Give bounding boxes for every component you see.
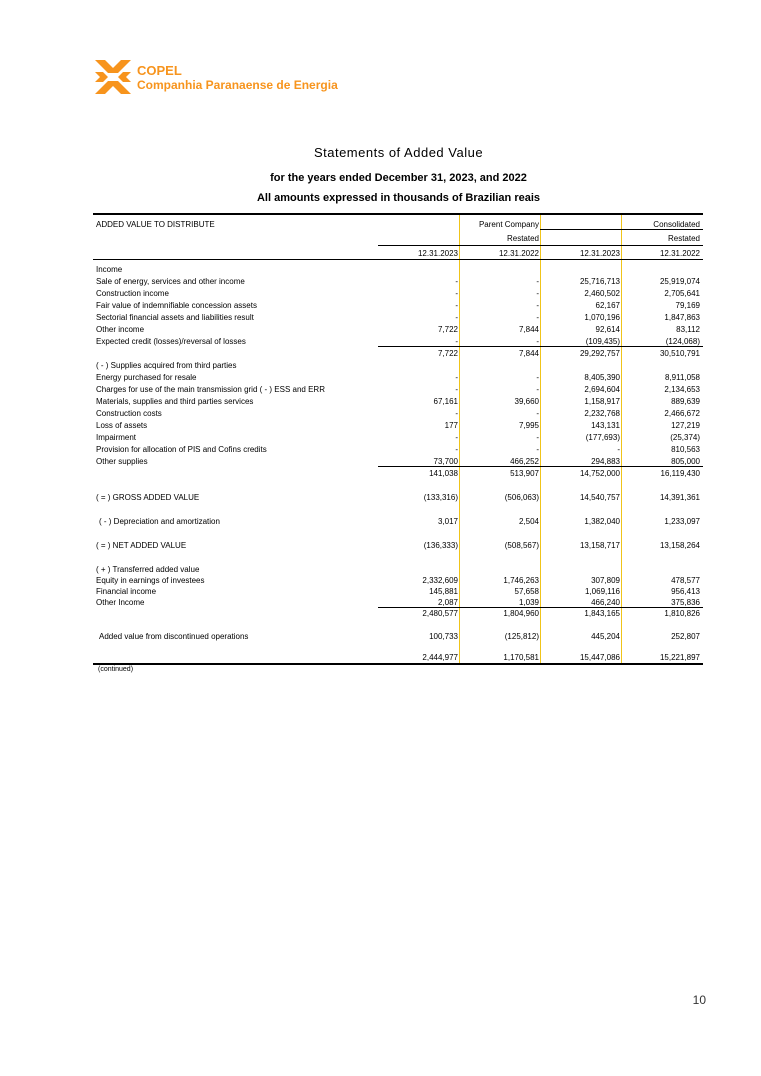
copel-logo-icon: [95, 60, 131, 94]
cell-value: -: [455, 313, 458, 322]
row-label: Energy purchased for resale: [96, 373, 197, 382]
cell-value: 2,694,604: [584, 385, 620, 394]
cell-value: 1,069,116: [585, 587, 620, 596]
cell-value: 145,881: [429, 587, 458, 596]
cell-value: 805,000: [671, 457, 700, 466]
cell-value: 127,219: [671, 421, 700, 430]
cell-value: -: [455, 409, 458, 418]
cell-value: 7,722: [437, 325, 458, 334]
subtotal-rule: [378, 346, 703, 347]
cell-value: 2,460,502: [584, 289, 620, 298]
cell-value: 810,563: [671, 445, 700, 454]
continued-note: (continued): [98, 666, 134, 673]
cell-value: (508,567): [504, 541, 539, 550]
subtotal-value: 30,510,791: [659, 349, 700, 358]
row-label: Sectorial financial assets and liabilities result: [96, 313, 254, 322]
header-rule: [540, 229, 703, 230]
col-date: 12.31.2023: [579, 249, 620, 258]
col-date: 12.31.2023: [417, 249, 458, 258]
total-value: 2,444,977: [422, 653, 458, 662]
cell-value: -: [536, 313, 539, 322]
col-date: 12.31.2022: [498, 249, 539, 258]
cell-value: -: [617, 445, 620, 454]
table-heading: ADDED VALUE TO DISTRIBUTE: [96, 220, 215, 229]
cell-value: 2,134,653: [664, 385, 700, 394]
cell-value: 2,504: [518, 517, 539, 526]
cell-value: -: [455, 445, 458, 454]
cell-value: 1,847,863: [664, 313, 700, 322]
cell-value: -: [455, 301, 458, 310]
cell-value: -: [455, 289, 458, 298]
cell-value: 466,252: [510, 457, 539, 466]
row-label: ( + ) Transferred added value: [96, 565, 200, 574]
cell-value: 39,660: [514, 397, 539, 406]
col-date: 12.31.2022: [659, 249, 700, 258]
cell-value: 307,809: [591, 576, 620, 585]
row-label: Financial income: [96, 587, 157, 596]
cell-value: 57,658: [514, 587, 539, 596]
cell-value: 956,413: [671, 587, 700, 596]
cell-value: -: [536, 409, 539, 418]
cell-value: 445,204: [591, 632, 620, 641]
row-label: Impairment: [96, 433, 137, 442]
table-top-rule: [93, 213, 703, 215]
row-label: ( = ) GROSS ADDED VALUE: [96, 493, 200, 502]
header-rule: [378, 245, 703, 246]
cell-value: 1,382,040: [584, 517, 620, 526]
cell-value: -: [536, 301, 539, 310]
row-label: Charges for use of the main transmission grid ( - ) ESS and ERR: [96, 385, 325, 394]
cell-value: 25,716,713: [579, 277, 620, 286]
group-consolidated: Consolidated: [653, 220, 700, 229]
cell-value: 62,167: [595, 301, 620, 310]
total-value: 15,221,897: [659, 653, 700, 662]
cell-value: (177,693): [585, 433, 620, 442]
total-value: 1,170,581: [503, 653, 539, 662]
subtotal-value: 7,844: [518, 349, 539, 358]
cell-value: -: [455, 337, 458, 346]
cell-value: 375,836: [671, 598, 700, 607]
cell-value: 1,158,917: [584, 397, 620, 406]
cell-value: (133,316): [423, 493, 458, 502]
cell-value: (506,063): [504, 493, 539, 502]
row-label: Income: [96, 265, 123, 274]
row-label: Expected credit (losses)/reversal of losses: [96, 337, 246, 346]
cell-value: -: [536, 385, 539, 394]
subtotal-value: 141,038: [429, 469, 458, 478]
cell-value: 2,232,768: [584, 409, 620, 418]
subtotal-value: 2,480,577: [422, 609, 458, 618]
cell-value: (125,812): [504, 632, 539, 641]
cell-value: 83,112: [676, 325, 700, 334]
restated-consolidated: Restated: [667, 234, 700, 243]
cell-value: -: [536, 277, 539, 286]
cell-value: -: [536, 289, 539, 298]
subtotal-rule: [378, 607, 703, 608]
cell-value: 73,700: [433, 457, 458, 466]
cell-value: 1,233,097: [664, 517, 700, 526]
row-label: Other income: [96, 325, 145, 334]
subtotal-value: 16,119,430: [660, 469, 700, 478]
row-label: Added value from discontinued operations: [99, 632, 249, 641]
subtotal-value: 29,292,757: [579, 349, 620, 358]
cell-value: -: [455, 277, 458, 286]
cell-value: 2,466,672: [664, 409, 700, 418]
cell-value: 3,017: [437, 517, 458, 526]
cell-value: -: [455, 373, 458, 382]
header-rule: [93, 259, 703, 260]
cell-value: 14,391,361: [659, 493, 700, 502]
cell-value: 2,332,609: [422, 576, 458, 585]
cell-value: -: [536, 337, 539, 346]
cell-value: -: [536, 433, 539, 442]
cell-value: 13,158,717: [579, 541, 620, 550]
company-full-name: Companhia Paranaense de Energia: [137, 78, 338, 92]
restated-parent: Restated: [506, 234, 539, 243]
subtotal-value: 1,804,960: [503, 609, 539, 618]
cell-value: 92,614: [595, 325, 620, 334]
cell-value: 67,161: [433, 397, 458, 406]
cell-value: 466,240: [591, 598, 620, 607]
company-brand: [137, 64, 338, 92]
row-label: Construction costs: [96, 409, 162, 418]
row-label: ( - ) Supplies acquired from third parties: [96, 361, 237, 370]
cell-value: (109,435): [585, 337, 620, 346]
cell-value: 25,919,074: [659, 277, 700, 286]
row-label: Sale of energy, services and other income: [96, 277, 245, 286]
table-bottom-rule: [93, 663, 703, 665]
cell-value: 2,087: [437, 598, 458, 607]
cell-value: 79,169: [675, 301, 700, 310]
cell-value: 1,070,196: [584, 313, 620, 322]
cell-value: 889,639: [671, 397, 700, 406]
subtotal-value: 1,843,165: [584, 609, 620, 618]
total-value: 15,447,086: [579, 653, 620, 662]
cell-value: -: [455, 433, 458, 442]
cell-value: 252,807: [671, 632, 700, 641]
cell-value: 7,995: [518, 421, 539, 430]
page-subtitle-units: All amounts expressed in thousands of Brazilian reais: [256, 192, 541, 204]
cell-value: 8,911,058: [665, 373, 700, 382]
page-subtitle-period: for the years ended December 31, 2023, and 2022: [270, 172, 527, 184]
cell-value: (124,068): [665, 337, 700, 346]
cell-value: (25,374): [670, 433, 700, 442]
company-short-name: COPEL: [137, 63, 182, 78]
cell-value: 7,844: [518, 325, 539, 334]
cell-value: -: [536, 445, 539, 454]
row-label: ( - ) Depreciation and amortization: [99, 517, 220, 526]
subtotal-rule: [378, 466, 703, 467]
subtotal-value: 513,907: [510, 469, 539, 478]
cell-value: (136,333): [423, 541, 458, 550]
cell-value: -: [536, 373, 539, 382]
subtotal-value: 14,752,000: [579, 469, 620, 478]
cell-value: 2,705,641: [664, 289, 700, 298]
row-label: Materials, supplies and third parties services: [96, 397, 254, 406]
row-label: Other Income: [96, 598, 145, 607]
group-parent-company: Parent Company: [478, 220, 539, 229]
row-label: ( = ) NET ADDED VALUE: [96, 541, 187, 550]
cell-value: 294,883: [591, 457, 620, 466]
cell-value: 14,540,757: [579, 493, 620, 502]
subtotal-value: 1,810,826: [664, 609, 700, 618]
cell-value: 177: [444, 421, 458, 430]
cell-value: 478,577: [671, 576, 700, 585]
row-label: Provision for allocation of PIS and Cofins credits: [96, 445, 267, 454]
row-label: Loss of assets: [96, 421, 148, 430]
cell-value: 1,746,263: [503, 576, 539, 585]
cell-value: 13,158,264: [659, 541, 700, 550]
row-label: Fair value of indemnifiable concession assets: [96, 301, 257, 310]
cell-value: 1,039: [518, 598, 539, 607]
cell-value: 143,131: [591, 421, 620, 430]
cell-value: 100,733: [429, 632, 458, 641]
cell-value: -: [455, 385, 458, 394]
row-label: Other supplies: [96, 457, 148, 466]
subtotal-value: 7,722: [437, 349, 458, 358]
row-label: Construction income: [96, 289, 169, 298]
row-label: Equity in earnings of investees: [96, 576, 205, 585]
page-number: 10: [692, 993, 706, 1007]
cell-value: 8,405,390: [584, 373, 620, 382]
page-title: Statements of Added Value: [313, 145, 484, 160]
